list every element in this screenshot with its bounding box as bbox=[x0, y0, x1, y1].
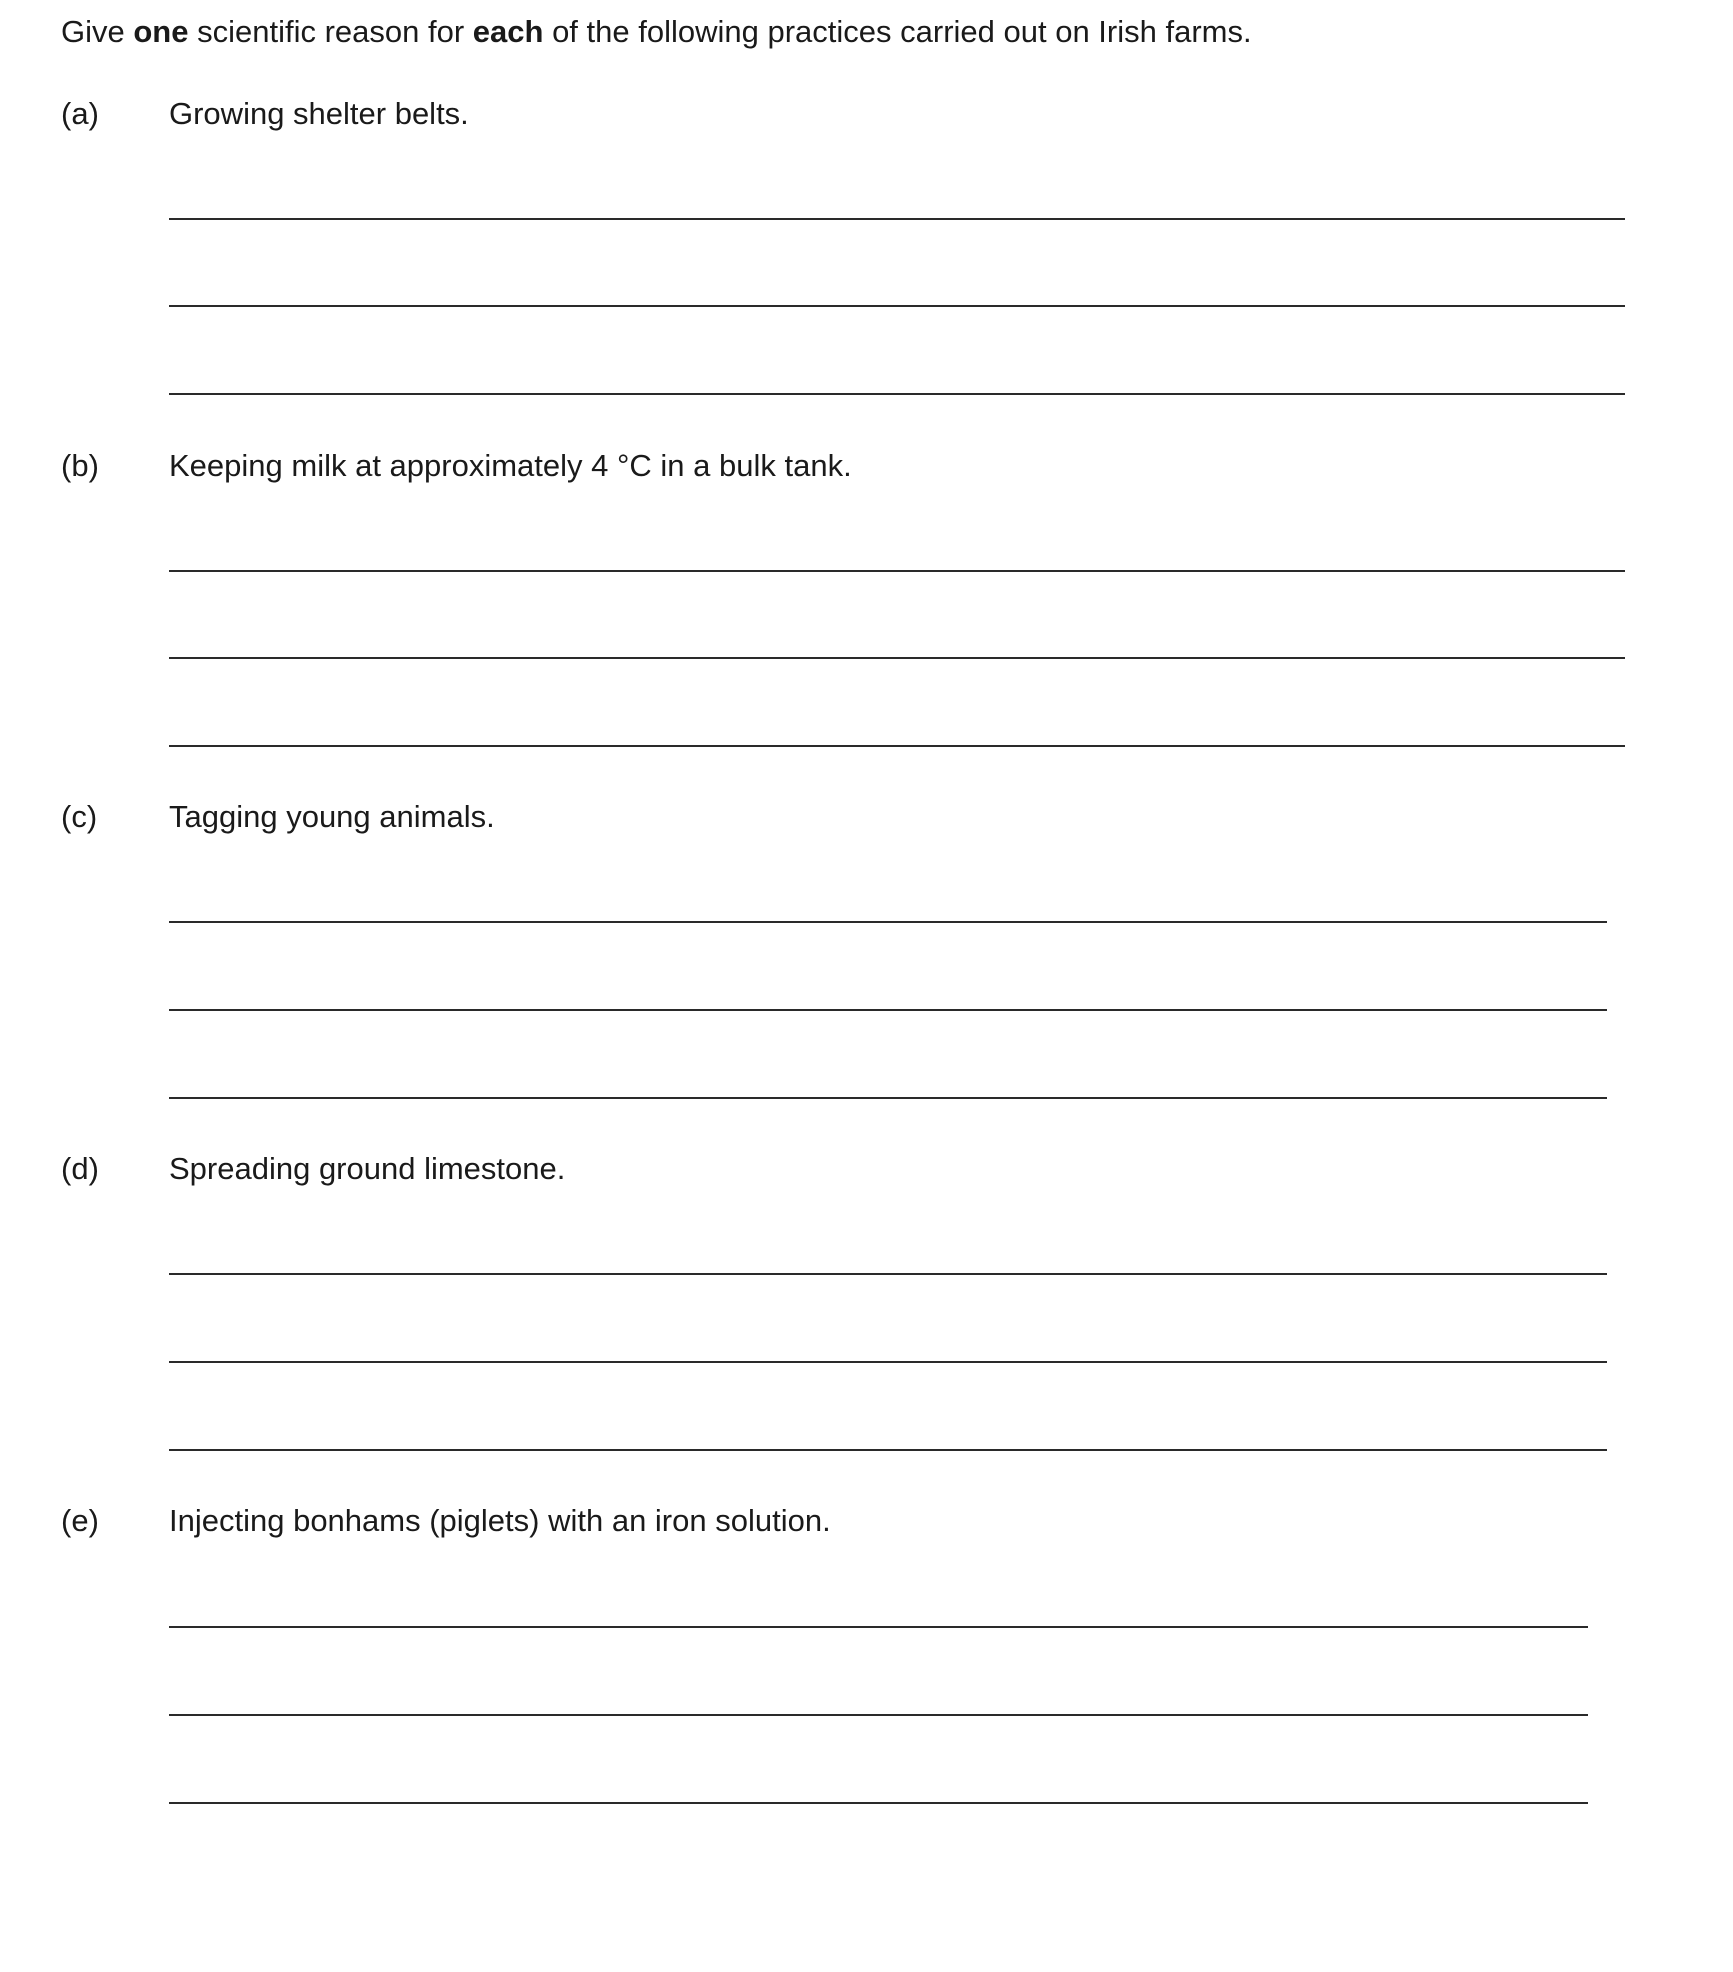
answer-line-b-2[interactable] bbox=[169, 657, 1625, 659]
instruction-part-1: Give bbox=[61, 14, 134, 49]
answer-line-d-2[interactable] bbox=[169, 1361, 1607, 1363]
instruction-text bbox=[61, 12, 1252, 52]
answer-line-a-2[interactable] bbox=[169, 305, 1625, 307]
answer-line-c-1[interactable] bbox=[169, 921, 1607, 923]
answer-line-e-2[interactable] bbox=[169, 1714, 1588, 1716]
question-label: (b) bbox=[61, 448, 99, 483]
question-label: (d) bbox=[61, 1151, 99, 1186]
answer-line-d-3[interactable] bbox=[169, 1449, 1607, 1451]
question-text: Injecting bonhams (piglets) with an iron solution. bbox=[169, 1503, 831, 1538]
answer-line-c-3[interactable] bbox=[169, 1097, 1607, 1099]
question-text: Growing shelter belts. bbox=[169, 96, 469, 131]
instruction-part-3: of the following practices carried out on Irish farms. bbox=[543, 14, 1252, 49]
question-text: Spreading ground limestone. bbox=[169, 1151, 566, 1186]
answer-line-e-3[interactable] bbox=[169, 1802, 1588, 1804]
question-label: (a) bbox=[61, 96, 99, 131]
instruction-emphasis-one: one bbox=[133, 14, 189, 49]
answer-line-b-1[interactable] bbox=[169, 570, 1625, 572]
answer-line-c-2[interactable] bbox=[169, 1009, 1607, 1011]
question-text: Tagging young animals. bbox=[169, 799, 495, 834]
question-text: Keeping milk at approximately 4 °C in a bulk tank. bbox=[169, 448, 852, 483]
question-label: (c) bbox=[61, 799, 98, 834]
answer-line-b-3[interactable] bbox=[169, 745, 1625, 747]
question-label: (e) bbox=[61, 1503, 99, 1538]
instruction-emphasis-each: each bbox=[472, 14, 544, 49]
instruction-part-2: scientific reason for bbox=[188, 14, 473, 49]
answer-line-d-1[interactable] bbox=[169, 1273, 1607, 1275]
answer-line-a-1[interactable] bbox=[169, 218, 1625, 220]
answer-line-a-3[interactable] bbox=[169, 393, 1625, 395]
answer-line-e-1[interactable] bbox=[169, 1626, 1588, 1628]
